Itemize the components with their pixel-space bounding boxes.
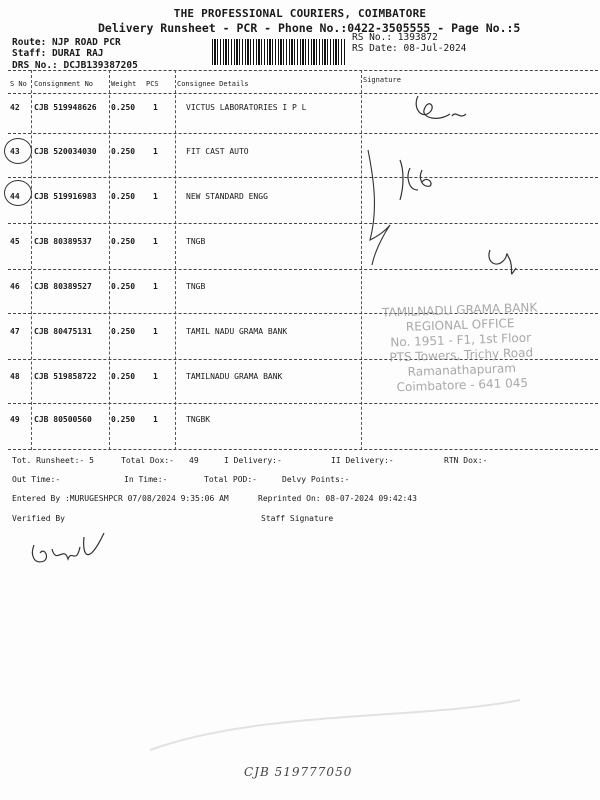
runsheet-subtitle: Delivery Runsheet - PCR - Phone No.:0422-3505555 - Page No.:5 [98, 21, 521, 35]
row-weight: 0.250 [111, 103, 136, 112]
verified-by-label: Verified By [12, 514, 65, 523]
row-sno: 46 [10, 282, 20, 291]
row-consignee: NEW STANDARD ENGG [186, 192, 268, 201]
row-weight: 0.250 [111, 372, 136, 381]
table-top-rule [8, 70, 598, 71]
col-header-pcs: PCS [146, 80, 159, 88]
rs-number: RS No.: 1393872 [352, 32, 438, 43]
total-pod: Total POD:- [204, 475, 257, 484]
row-sno: 45 [10, 237, 20, 246]
company-title: THE PROFESSIONAL COURIERS, COIMBATORE [173, 7, 427, 20]
staff-label: Staff: DURAI RAJ [12, 48, 104, 59]
stamp-line: Ramanathapuram [407, 361, 517, 379]
verified-signature [24, 525, 114, 575]
stamp-line: REGIONAL OFFICE [405, 316, 515, 334]
row-consignment-no: CJB 519948626 [34, 103, 97, 112]
row-consignment-no: CJB 520034030 [34, 147, 97, 156]
col-header-consignee: Consignee Details [177, 80, 249, 88]
row-pcs: 1 [153, 415, 158, 424]
col-divider [109, 70, 110, 450]
row-consignee: TNGB [186, 282, 206, 291]
drs-number: DRS No.: DCJB139387205 [12, 60, 138, 71]
row-consignee: TAMIL NADU GRAMA BANK [186, 327, 288, 336]
row-consignee: TAMILNADU GRAMA BANK [186, 372, 283, 381]
row-sno: 47 [10, 327, 20, 336]
row-sno: 44 [10, 192, 20, 201]
row-sno: 49 [10, 415, 20, 424]
signature-scribbles [360, 90, 600, 300]
in-time: In Time:- [124, 475, 168, 484]
signature-mark-42 [416, 96, 466, 118]
row-consignment-no: CJB 519858722 [34, 372, 97, 381]
i-delivery: I Delivery:- [224, 456, 282, 465]
row-weight: 0.250 [111, 147, 136, 156]
ii-delivery: II Delivery:- [331, 456, 394, 465]
row-sno: 42 [10, 103, 20, 112]
handwritten-consignment-note: CJB 519777050 [244, 765, 353, 779]
row-consignment-no: CJB 80389537 [34, 237, 92, 246]
row-consignee: VICTUS LABORATORIES I P L [186, 103, 307, 112]
row-pcs: 1 [153, 282, 158, 291]
row-separator [8, 449, 598, 450]
sno-circle-mark [4, 138, 32, 164]
total-dox-label: Total Dox:- [121, 456, 174, 465]
row-consignment-no: CJB 80389527 [34, 282, 92, 291]
col-divider [175, 70, 176, 450]
col-header-consignment: Consignment No [34, 80, 94, 88]
row-separator [8, 403, 598, 404]
row-sno: 48 [10, 372, 20, 381]
staff-signature-label: Staff Signature [261, 514, 334, 523]
row-weight: 0.250 [111, 415, 136, 424]
row-sno: 43 [10, 147, 20, 156]
reprinted-on: Reprinted On: 08-07-2024 09:42:43 [258, 494, 417, 503]
row-weight: 0.250 [111, 282, 136, 291]
stamp-line: Coimbatore - 641 045 [396, 375, 529, 395]
rtn-dox: RTN Dox:- [444, 456, 488, 465]
row-pcs: 1 [153, 103, 158, 112]
out-time: Out Time:- [12, 475, 61, 484]
row-weight: 0.250 [111, 327, 136, 336]
col-divider [31, 70, 32, 450]
entered-by: Entered By :MURUGESHPCR 07/08/2024 9:35:06 AM [12, 494, 229, 503]
stamp-line: PTS Towers, Trichy Road [389, 345, 534, 365]
stamp-line: No. 1951 - F1, 1st Floor [390, 330, 532, 350]
row-consignee: TNGBK [186, 415, 211, 424]
row-weight: 0.250 [111, 192, 136, 201]
row-consignment-no: CJB 80475131 [34, 327, 92, 336]
col-header-signature: Signature [363, 76, 401, 84]
row-pcs: 1 [153, 192, 158, 201]
row-pcs: 1 [153, 237, 158, 246]
sno-circle-mark [4, 180, 32, 206]
route-label: Route: NJP ROAD PCR [12, 37, 121, 48]
row-consignment-no: CJB 80500560 [34, 415, 92, 424]
col-header-weight: Weight [111, 80, 137, 88]
row-pcs: 1 [153, 147, 158, 156]
row-pcs: 1 [153, 327, 158, 336]
col-header-sno: S No [10, 80, 27, 88]
stamp-line: TAMILNADU GRAMA BANK [381, 300, 538, 320]
signature-mark-47 [489, 250, 516, 274]
row-pcs: 1 [153, 372, 158, 381]
delvy-points: Delvy Points:- [282, 475, 350, 484]
bank-stamp [354, 299, 567, 396]
row-weight: 0.250 [111, 237, 136, 246]
barcode [212, 39, 346, 65]
paper-fold-shadow [0, 690, 600, 800]
row-consignee: TNGB [186, 237, 206, 246]
row-consignee: FIT CAST AUTO [186, 147, 249, 156]
signature-stroke [368, 150, 390, 265]
rs-date: RS Date: 08-Jul-2024 [352, 43, 467, 54]
row-consignment-no: CJB 519916983 [34, 192, 97, 201]
total-runsheet: Tot. Runsheet:- 5 [12, 456, 94, 465]
signature-mark-43 [400, 160, 431, 200]
total-dox-value: 49 [189, 456, 199, 465]
